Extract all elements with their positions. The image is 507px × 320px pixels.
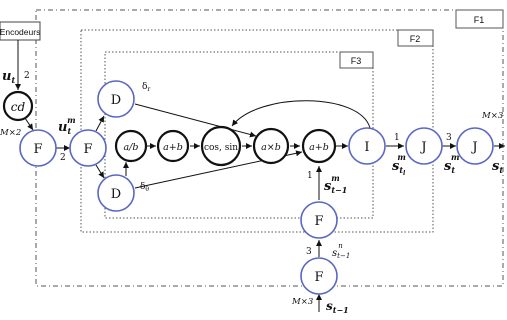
label-two-b: 2 <box>60 153 66 163</box>
node-j2: J <box>472 140 478 155</box>
label-m-x3-right: M×3 <box>482 111 504 121</box>
edge-fmid-dtop <box>96 116 104 131</box>
node-j1: J <box>421 140 427 155</box>
node-add1: a+b <box>163 142 183 153</box>
frame-f1-label: F1 <box>473 15 485 25</box>
label-s-t: $s_t$ <box>492 159 504 175</box>
label-s-tl: $s_tlm$ <box>392 152 406 177</box>
label-u-t-m: $u_tm$ <box>58 115 76 136</box>
label-delta-theta: $\delta_\theta$ <box>140 182 150 193</box>
node-d-bottom: D <box>110 187 122 202</box>
label-one-b: 1 <box>394 133 400 143</box>
node-mul: a×b <box>261 142 281 153</box>
label-three-b: 3 <box>446 133 452 143</box>
label-three-a: 3 <box>306 247 312 257</box>
node-integrator: I <box>364 140 370 155</box>
label-u-t: $u_t$ <box>2 69 16 85</box>
label-s-n: $s_{t-1}n$ <box>332 242 351 260</box>
node-cd: cd <box>10 100 26 114</box>
label-two-a: 2 <box>24 71 30 81</box>
label-delta-r: $\delta_r$ <box>142 82 151 93</box>
node-d-top: D <box>110 93 122 108</box>
label-s-prev: $s_{t-1}m$ <box>324 173 348 195</box>
label-m-x3-bottom: M×3 <box>292 297 314 307</box>
node-add2: a+b <box>309 142 329 153</box>
label-m-x2: M×2 <box>0 128 22 138</box>
edge-fmid-dbottom <box>96 165 104 178</box>
label-one-a: 1 <box>307 171 313 181</box>
edge-cd-fleft <box>25 118 33 130</box>
edge-feedback-loop <box>232 101 370 128</box>
node-f-mid: F <box>83 142 93 157</box>
node-cossin: cos, sin <box>203 143 239 153</box>
frame-f2-label: F2 <box>409 34 421 44</box>
node-f-lower: F <box>314 214 324 229</box>
node-f-left: F <box>33 142 43 157</box>
node-f-bottom: F <box>314 270 324 285</box>
label-s-bottom: $s_{t-1}$ <box>326 299 349 315</box>
encodeurs-label: Encodeurs <box>0 27 41 37</box>
node-div: a/b <box>123 142 139 153</box>
label-s-tm: $s_tm$ <box>444 152 460 175</box>
frame-f3-label: F3 <box>350 56 362 66</box>
